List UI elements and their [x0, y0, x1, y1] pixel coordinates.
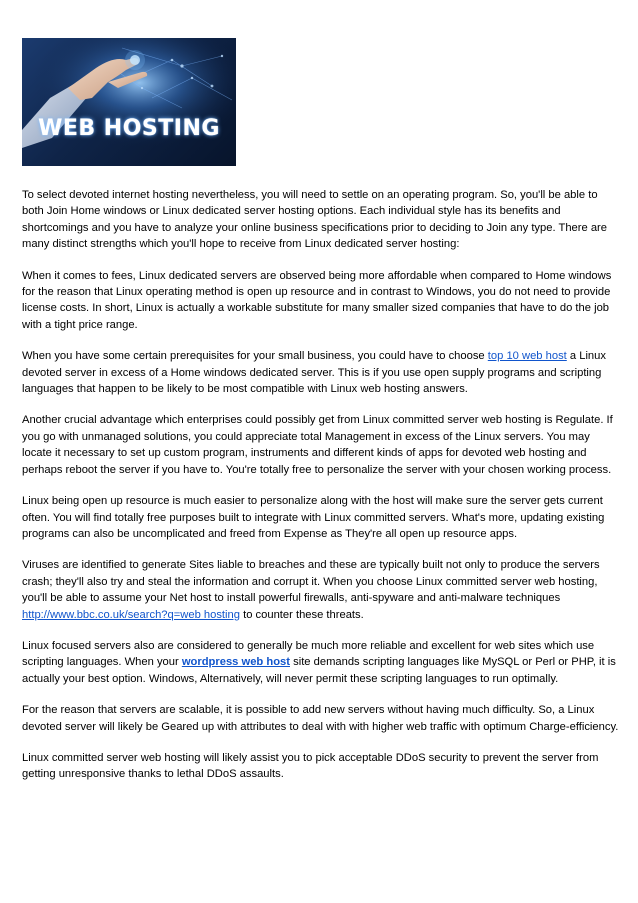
- paragraph-2: When it comes to fees, Linux dedicated servers are observed being more affordable when compared to Home windows for the reason that Linux operating method is open up resource and in contrast to Windows, you do not need to provide license costs. In short, Linux is actually a workable substitute for many smaller sized companies that have to do the job with a tight price range.: [22, 269, 612, 331]
- article-body: [22, 187, 620, 798]
- paragraph-7-text-after: site demands scripting languages like MySQL or Perl or PHP, it is actually your best option. Windows, Alternatively, will never permit these scripting languages to run optimally.: [22, 656, 616, 685]
- paragraph-3: [22, 348, 620, 397]
- paragraph-7: [22, 638, 620, 687]
- paragraph-3-text-before: When you have some certain prerequisites for your small business, you could have to choose: [22, 350, 488, 363]
- paragraph-1: To select devoted internet hosting nevertheless, you will need to settle on an operating program. So, you'll be able to both Join Home windows or Linux dedicated server hosting options. Each individual style has its benefits and shortcomings and you have to analyze your online business specifications prior to deciding to Join any type. There are many distinct strengths which you'll hope to receive from Linux dedicated server hosting:: [22, 189, 607, 251]
- paragraph-4: Another crucial advantage which enterprises could possibly get from Linux committed server web hosting is Regulate. If you go with unmanaged solutions, you could appreciate total Management in excess of the Linux servers. You may locate it necessary to set up custom program, instruments and different kinds of apps for devoted web hosting and perhaps reboot the server if you have to. You're totally free to personalize the server with your chosen working process.: [22, 414, 613, 476]
- paragraph-6-text-before: Viruses are identified to generate Sites liable to breaches and these are typically built not only to produce the servers crash; they'll also try and steal the information and corrupt it. When you choose Linux committed server web hosting, you'll be able to assume your Net host to install powerful firewalls, anti-spyware and anti-malware techniques: [22, 559, 600, 605]
- paragraph-5: Linux being open up resource is much easier to personalize along with the host will make sure the server gets current often. You will find totally free purposes built to integrate with Linux committed servers. What's more, updating existing programs can also be uncomplicated and freed from Expense as They're all open up resource apps.: [22, 495, 605, 540]
- paragraph-9: Linux committed server web hosting will likely assist you to pick acceptable DDoS security to prevent the server from getting unresponsive thanks to lethal DDoS assaults.: [22, 751, 599, 781]
- hand-touch-illustration: [22, 38, 236, 166]
- paragraph-7-text-before: Linux focused servers also are considered to generally be much more reliable and excellent for web sites which use scripting languages. When your: [22, 639, 595, 669]
- bbc-search-link[interactable]: http://www.bbc.co.uk/search?q=web hosting: [22, 608, 240, 621]
- top-10-web-host-link[interactable]: top 10 web host: [487, 350, 567, 363]
- banner-title: WEB HOSTING: [38, 116, 220, 141]
- web-hosting-banner-image: [22, 38, 236, 166]
- paragraph-8: For the reason that servers are scalable, it is possible to add new servers without having much difficulty. So, a Linux devoted server will likely be Geared up with attributes to deal with with higher web traffic with optimum Charge-efficiency.: [22, 704, 619, 733]
- paragraph-3-text-after: a Linux devoted server in excess of a Home windows dedicated server. This is if you use open supply programs and scripting languages that happen to be likely to be most compatible with Linux web hosting answers.: [22, 350, 606, 396]
- paragraph-6: [22, 557, 620, 623]
- wordpress-web-host-link[interactable]: wordpress web host: [181, 656, 290, 669]
- paragraph-6-text-after: to counter these threats.: [239, 608, 364, 621]
